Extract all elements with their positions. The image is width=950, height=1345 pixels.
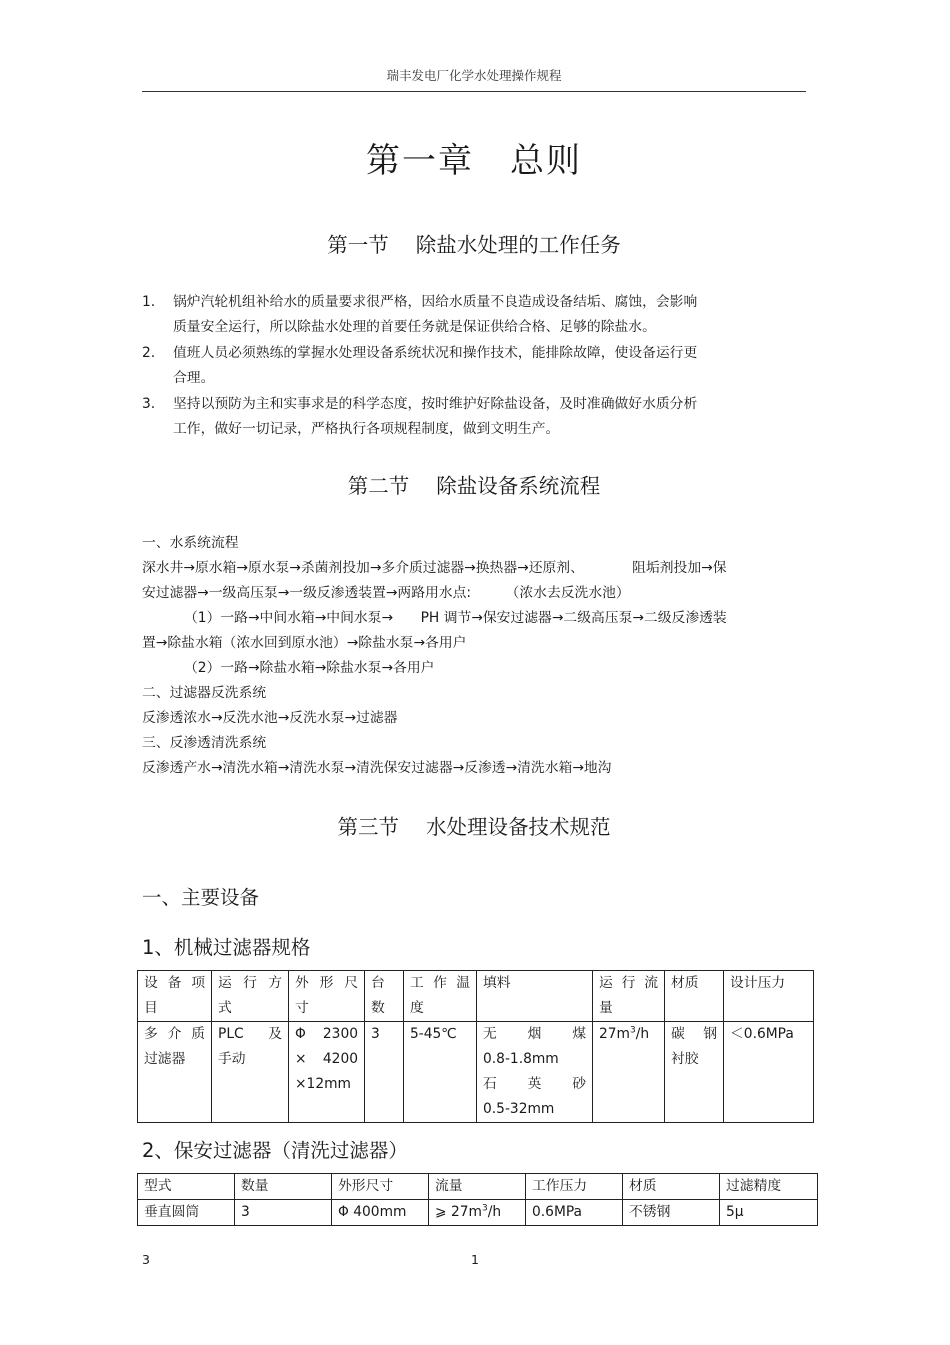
table-header-cell: 数量 <box>235 1174 332 1200</box>
table-header-cell: 工作温 度 <box>404 971 477 1022</box>
table-header-row <box>138 971 814 1022</box>
table-cell: $27m^3/h$ <box>593 1022 665 1123</box>
table-cell: PLC 及 手动 <box>212 1022 289 1123</box>
footer-left-number: 3 <box>142 1252 150 1267</box>
table-header-row <box>138 1174 818 1200</box>
flow-line: 一、水系统流程 <box>142 535 239 551</box>
list-number: 1. <box>142 294 156 310</box>
flow-line: 置→除盐水箱（浓水回到原水池）→除盐水泵→各用户 <box>142 635 467 651</box>
page-number: 1 <box>471 1252 479 1267</box>
table-header-cell: 设备项 目 <box>138 971 212 1022</box>
table-cell: 3 <box>365 1022 404 1123</box>
list-text-line: 质量安全运行，所以除盐水处理的首要任务就是保证供给合格、足够的除盐水。 <box>173 319 656 335</box>
table-cell: 无 烟 煤 0.8-1.8mm 石 英 砂 0.5-32mm <box>477 1022 593 1123</box>
section2-title: 第二节 除盐设备系统流程 <box>347 474 601 498</box>
table-cell: Φ 2300 × 4200 ×12mm <box>289 1022 365 1123</box>
list-item <box>142 392 762 442</box>
table-header-cell: 材质 <box>623 1174 720 1200</box>
mechanical-filter-heading: 1、机械过滤器规格 <box>142 936 311 959</box>
table-header-cell: 型式 <box>138 1174 235 1200</box>
table-cell: 多介质 过滤器 <box>138 1022 212 1123</box>
flow-line: （2）一路→除盐水箱→除盐水泵→各用户 <box>184 660 435 676</box>
table-cell: 5-45℃ <box>404 1022 477 1123</box>
list-text-line: 锅炉汽轮机组补给水的质量要求很严格，因给水质量不良造成设备结垢、腐蚀，会影响 <box>173 294 698 310</box>
table-header-cell: 材质 <box>665 971 724 1022</box>
section3-title: 第三节 水处理设备技术规范 <box>337 815 611 839</box>
flow-line: （1）一路→中间水箱→中间水泵→ PH 调节→保安过滤器→二级高压泵→二级反渗透装 <box>184 610 727 626</box>
table-row <box>138 1200 818 1226</box>
table-cell: Φ 400mm <box>332 1200 429 1226</box>
list-number: 3. <box>142 396 156 412</box>
safety-filter-table <box>137 1173 818 1226</box>
table-cell: ＜0.6MPa <box>724 1022 814 1123</box>
flow-line: 二、过滤器反洗系统 <box>142 685 267 701</box>
table-cell: 0.6MPa <box>526 1200 623 1226</box>
flow-line: 反渗透产水→清洗水箱→清洗水泵→清洗保安过滤器→反渗透→清洗水箱→地沟 <box>142 760 612 776</box>
table-header-cell: 过滤精度 <box>720 1174 818 1200</box>
table-header-cell: 台 数 <box>365 971 404 1022</box>
table-row <box>138 1022 814 1123</box>
table-header-cell: 运行流 量 <box>593 971 665 1022</box>
table-header-cell: 工作压力 <box>526 1174 623 1200</box>
list-item <box>142 341 762 391</box>
task-list <box>142 290 762 442</box>
section1-title: 第一节 除盐水处理的工作任务 <box>327 233 621 257</box>
list-number: 2. <box>142 345 156 361</box>
table-cell: 垂直圆筒 <box>138 1200 235 1226</box>
main-equipment-heading: 一、主要设备 <box>142 886 260 909</box>
flow-line: 三、反渗透清洗系统 <box>142 735 267 751</box>
table-cell: 不锈钢 <box>623 1200 720 1226</box>
table-cell: ⩾ $27m^3/h$ <box>429 1200 526 1226</box>
table-header-cell: 流量 <box>429 1174 526 1200</box>
flow-line: 安过滤器→一级高压泵→一级反渗透装置→两路用水点: （浓水去反洗水池） <box>142 585 630 601</box>
list-text-line: 坚持以预防为主和实事求是的科学态度，按时维护好除盐设备，及时准确做好水质分析 <box>173 396 698 412</box>
chapter-title: 第一章 总则 <box>366 141 582 181</box>
table-header-cell: 运行方 式 <box>212 971 289 1022</box>
safety-filter-heading: 2、保安过滤器（清洗过滤器） <box>142 1139 408 1162</box>
table-header-cell: 设计压力 <box>724 971 814 1022</box>
flow-line: 反渗透浓水→反洗水池→反洗水泵→过滤器 <box>142 710 398 726</box>
table-cell: 5μ <box>720 1200 818 1226</box>
list-text-line: 合理。 <box>173 370 215 386</box>
list-text-line: 工作，做好一切记录，严格执行各项规程制度，做到文明生产。 <box>173 421 560 437</box>
table-cell: 3 <box>235 1200 332 1226</box>
mechanical-filter-table <box>137 970 814 1123</box>
header-rule <box>142 91 806 92</box>
page-header: 瑞丰发电厂化学水处理操作规程 <box>386 68 562 83</box>
table-header-cell: 外形尺寸 <box>332 1174 429 1200</box>
table-header-cell: 填料 <box>477 971 593 1022</box>
flow-description <box>142 531 806 781</box>
list-item <box>142 290 762 340</box>
table-header-cell: 外形尺 寸 <box>289 971 365 1022</box>
table-cell: 碳 钢 衬胶 <box>665 1022 724 1123</box>
list-text-line: 值班人员必须熟练的掌握水处理设备系统状况和操作技术，能排除故障，使设备运行更 <box>173 345 698 361</box>
flow-line: 深水井→原水箱→原水泵→杀菌剂投加→多介质过滤器→换热器→还原剂、 阻垢剂投加→保 <box>142 560 727 576</box>
